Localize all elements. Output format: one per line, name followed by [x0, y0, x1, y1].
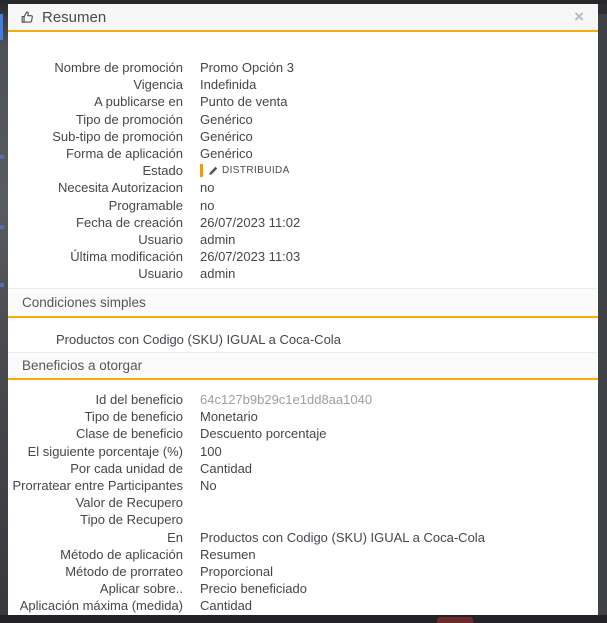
backdrop-right-strip — [598, 4, 607, 615]
background-button-fragment — [437, 617, 473, 623]
estado-bar — [200, 164, 203, 177]
field-row — [8, 580, 598, 597]
field-value: no — [200, 197, 215, 213]
field-label: En — [167, 529, 183, 545]
field-value: 100 — [200, 443, 222, 459]
field-value: Genérico — [200, 128, 253, 144]
field-row — [8, 111, 598, 128]
field-value: Genérico — [200, 146, 253, 162]
field-label: El siguiente porcentaje (%) — [27, 443, 183, 459]
field-label: Estado — [142, 163, 183, 179]
field-label: Vigencia — [133, 77, 183, 93]
field-row — [8, 128, 598, 145]
resumen-dialog — [8, 4, 598, 615]
field-label: Id del beneficio — [95, 392, 183, 408]
thumbs-up-icon — [20, 10, 35, 25]
field-value: Cantidad — [200, 598, 253, 614]
field-label: Valor de Recupero — [75, 495, 183, 511]
field-row — [8, 76, 598, 93]
field-value: Resumen — [200, 546, 256, 562]
field-row — [8, 248, 598, 265]
field-value-muted: 64c127b9b29c1e1dd8aa1040 — [200, 392, 373, 408]
field-label: Método de aplicación — [60, 546, 183, 562]
field-label: Tipo de Recupero — [80, 512, 183, 528]
field-value: Genérico — [200, 111, 253, 127]
field-row — [8, 597, 598, 614]
field-label: A publicarse en — [94, 94, 183, 110]
field-row — [8, 179, 598, 196]
field-row — [8, 265, 598, 282]
backdrop-dot — [0, 225, 4, 229]
field-row — [8, 494, 598, 511]
estado-badge[interactable] — [200, 164, 290, 178]
condition-item: Productos con Codigo (SKU) IGUAL a Coca-Cola — [56, 332, 341, 347]
dialog-header — [8, 4, 598, 32]
field-label: Aplicar sobre.. — [99, 581, 183, 597]
estado-label: DISTRIBUIDA — [222, 165, 290, 177]
field-row — [8, 214, 598, 231]
field-value: Productos con Codigo (SKU) IGUAL a Coca-Cola — [200, 529, 485, 545]
field-label: Método de prorrateo — [65, 563, 183, 579]
field-value: Descuento porcentaje — [200, 426, 327, 442]
field-label: Usuario — [138, 231, 183, 247]
benefit-fields — [8, 391, 598, 614]
field-label: Tipo de promoción — [75, 111, 183, 127]
field-label: Forma de aplicación — [65, 146, 183, 162]
field-row — [8, 197, 598, 214]
field-row — [8, 408, 598, 425]
field-label: Fecha de creación — [76, 214, 183, 230]
field-label: Sub-tipo de promoción — [52, 128, 183, 144]
field-row — [8, 231, 598, 248]
field-value: Promo Opción 3 — [200, 60, 294, 76]
field-row — [8, 546, 598, 563]
field-row — [8, 391, 598, 408]
field-row — [8, 563, 598, 580]
backdrop-left-strip — [0, 4, 8, 615]
field-value: admin — [200, 266, 236, 282]
close-icon[interactable]: × — [574, 7, 584, 26]
field-row — [8, 443, 598, 460]
field-value: admin — [200, 231, 236, 247]
field-label: Por cada unidad de — [70, 460, 183, 476]
field-label: Necesita Autorizacion — [57, 180, 183, 196]
dialog-title: Resumen — [42, 8, 107, 26]
field-value: 26/07/2023 11:02 — [200, 214, 301, 230]
field-row — [8, 59, 598, 76]
field-row — [8, 145, 598, 162]
summary-fields — [8, 59, 598, 282]
field-row — [8, 529, 598, 546]
field-row — [8, 93, 598, 110]
field-label: Nombre de promoción — [54, 60, 183, 76]
field-row-estado — [8, 162, 598, 179]
field-label: Aplicación máxima (medida) — [19, 598, 183, 614]
field-label: Prorratear entre Participantes — [12, 478, 183, 494]
section-header-condiciones: Condiciones simples — [8, 288, 598, 318]
field-row — [8, 425, 598, 442]
field-label: Clase de beneficio — [76, 426, 183, 442]
pencil-icon — [208, 166, 218, 176]
field-value: Proporcional — [200, 563, 273, 579]
field-row — [8, 460, 598, 477]
field-value: Indefinida — [200, 77, 257, 93]
field-value: No — [200, 478, 217, 494]
backdrop-dot — [0, 155, 4, 159]
field-label: Usuario — [138, 266, 183, 282]
backdrop-bottom-strip — [0, 615, 607, 623]
field-value: 26/07/2023 11:03 — [200, 249, 301, 265]
field-row — [8, 511, 598, 528]
backdrop-blue-fragment — [0, 14, 3, 40]
field-value: Monetario — [200, 409, 258, 425]
field-label: Tipo de beneficio — [84, 409, 183, 425]
backdrop-dot — [0, 283, 4, 287]
section-header-beneficios: Beneficios a otorgar — [8, 352, 598, 380]
field-value: Cantidad — [200, 460, 253, 476]
field-row — [8, 477, 598, 494]
field-value: no — [200, 180, 215, 196]
field-label: Programable — [108, 197, 183, 213]
field-value: Precio beneficiado — [200, 581, 307, 597]
field-value: Punto de venta — [200, 94, 288, 110]
field-label: Última modificación — [70, 249, 183, 265]
